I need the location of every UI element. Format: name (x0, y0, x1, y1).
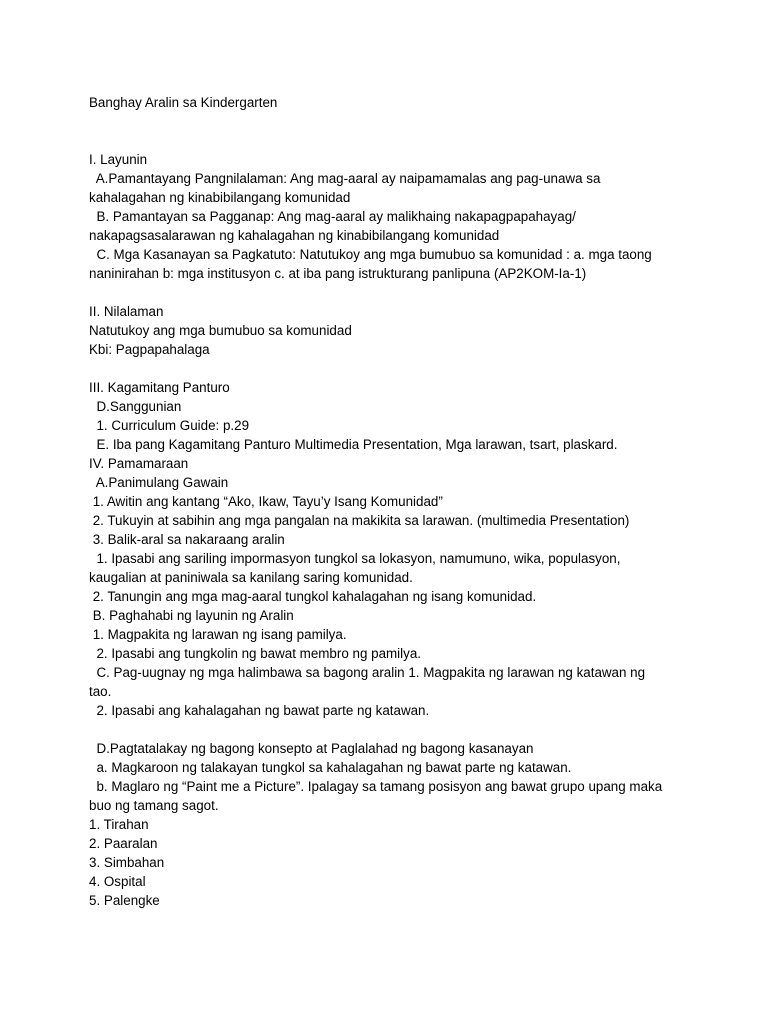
text-line: A.Panimulang Gawain (89, 475, 229, 490)
text-line: 2. Tanungin ang mga mag-aaral tungkol kahalagahan ng isang komunidad. (89, 589, 537, 604)
text-line: B. Paghahabi ng layunin ng Aralin (89, 608, 294, 623)
text-line: buo ng tamang sagot. (89, 798, 219, 813)
text-line: C. Pag-uugnay ng mga halimbawa sa bagong aralin 1. Magpakita ng larawan ng katawan ng (89, 665, 646, 680)
document-title: Banghay Aralin sa Kindergarten (89, 95, 278, 110)
text-line: nakapagsasalarawan ng kahalagahan ng kinabibilangang komunidad (89, 228, 500, 243)
text-line: E. Iba pang Kagamitang Panturo Multimedia Presentation, Mga larawan, tsart, plaskard. (89, 437, 618, 452)
section-heading-kagamitang-panturo: III. Kagamitang Panturo (89, 380, 230, 395)
list-item: 2. Paaralan (89, 836, 158, 851)
text-line: D.Sanggunian (89, 399, 182, 414)
text-line: kaugalian at paniniwala sa kanilang saring komunidad. (89, 570, 413, 585)
text-line: 3. Balik-aral sa nakaraang aralin (89, 532, 285, 547)
text-line: kahalagahan ng kinabibilangang komunidad (89, 190, 351, 205)
text-line: 2. Tukuyin at sabihin ang mga pangalan na makikita sa larawan. (multimedia Presentation) (89, 513, 630, 528)
section-heading-layunin: I. Layunin (89, 152, 148, 167)
text-line: naninirahan b: mga institusyon c. at iba pang istrukturang panlipuna (AP2KOM-Ia-1) (89, 266, 587, 281)
section-heading-nilalaman: II. Nilalaman (89, 304, 164, 319)
section-heading-pamamaraan: IV. Pamamaraan (89, 456, 189, 471)
text-line: 1. Magpakita ng larawan ng isang pamilya. (89, 627, 347, 642)
text-line: b. Maglaro ng “Paint me a Picture”. Ipalagay sa tamang posisyon ang bawat grupo upang maka (89, 779, 663, 794)
text-line: tao. (89, 684, 112, 699)
list-item: 5. Palengke (89, 893, 160, 908)
text-line: 2. Ipasabi ang tungkolin ng bawat membro ng pamilya. (89, 646, 421, 661)
text-line: B. Pamantayan sa Pagganap: Ang mag-aaral ay malikhaing nakapagpapahayag/ (89, 209, 576, 224)
list-item: 1. Tirahan (89, 817, 149, 832)
text-line: D.Pagtatalakay ng bagong konsepto at Paglalahad ng bagong kasanayan (89, 741, 534, 756)
list-item: 3. Simbahan (89, 855, 165, 870)
text-line: 1. Awitin ang kantang “Ako, Ikaw, Tayu’y Isang Komunidad” (89, 494, 443, 509)
text-line: Natutukoy ang mga bumubuo sa komunidad (89, 323, 352, 338)
list-item: 4. Ospital (89, 874, 146, 889)
text-line: Kbi: Pagpapahalaga (89, 342, 210, 357)
text-line: A.Pamantayang Pangnilalaman: Ang mag-aaral ay naipamamalas ang pag-unawa sa (89, 171, 601, 186)
text-line: 1. Ipasabi ang sariling impormasyon tungkol sa lokasyon, namumuno, wika, populasyon, (89, 551, 621, 566)
text-line: C. Mga Kasanayan sa Pagkatuto: Natutukoy ang mga bumubuo sa komunidad : a. mga taong (89, 247, 652, 262)
text-line: 2. Ipasabi ang kahalagahan ng bawat parte ng katawan. (89, 703, 430, 718)
text-line: a. Magkaroon ng talakayan tungkol sa kahalagahan ng bawat parte ng katawan. (89, 760, 572, 775)
text-line: 1. Curriculum Guide: p.29 (89, 418, 250, 433)
